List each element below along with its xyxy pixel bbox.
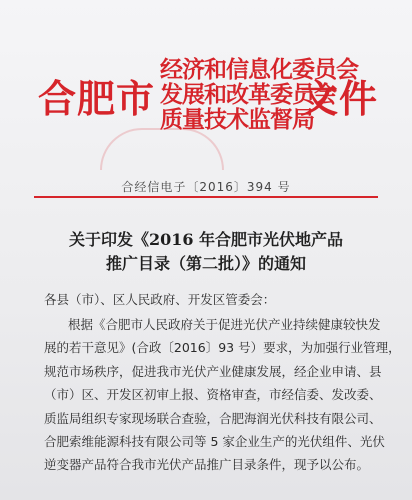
body-line: 展的若干意见》(合政〔2016〕93 号）要求，为加强行业管理， — [44, 340, 401, 356]
body-paragraph — [44, 313, 401, 477]
issuer-line: 经济和信息化委员会 — [160, 57, 358, 83]
title-line: 推广目录（第二批）》的通知 — [105, 254, 306, 273]
body-line: 规范市场秩序，促进我市光伏产业健康发展，经企业申请、县 — [44, 363, 382, 379]
body-line: （市）区、开发区初审上报、资格审查，市经信委、发改委、 — [44, 387, 382, 403]
issuer-document-word: 文件 — [300, 76, 379, 121]
title-line: 关于印发《2016 年合肥市光伏地产品 — [68, 230, 344, 249]
document-title — [0, 228, 412, 276]
addressee-line: 各县（市）、区人民政府、开发区管委会： — [44, 292, 276, 307]
body-line: 逆变器产品符合我市光伏产品推广目录条件，现予以公布。 — [44, 457, 370, 473]
body-line: 合肥索维能源科技有限公司等 5 家企业生产的光伏组件、光伏 — [44, 434, 385, 450]
issuer-line: 发展和改革委员会 — [160, 82, 336, 108]
body-line: 质监局组织专家现场联合查验，合肥海润光伏科技有限公司、 — [44, 410, 382, 426]
body-line: 根据《合肥市人民政府关于促进光伏产业持续健康较快发 — [68, 317, 381, 332]
issuer-city: 合肥市 — [38, 76, 156, 121]
faint-seal-stamp — [100, 128, 224, 170]
document-header — [38, 54, 378, 144]
red-divider-line — [34, 196, 378, 198]
document-number: 合经信电子〔2016〕394 号 — [121, 180, 291, 194]
issuer-line: 质量技术监督局 — [160, 107, 314, 133]
